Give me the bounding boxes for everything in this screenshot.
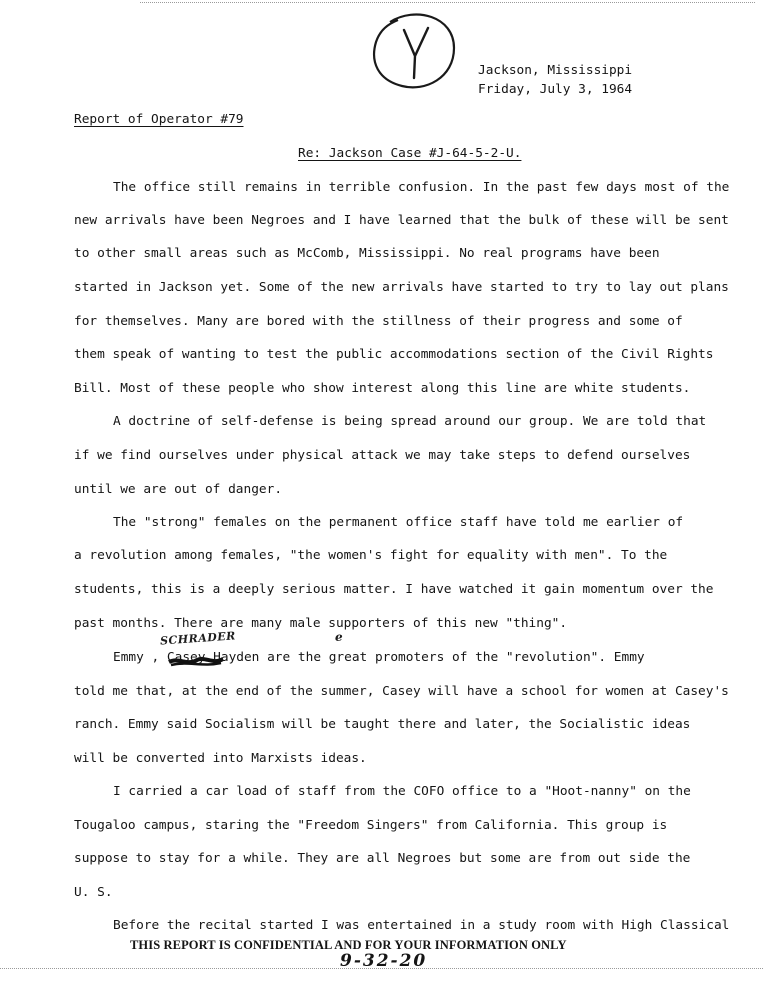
header-location: Jackson, Mississippi (478, 63, 633, 78)
case-reference: Re: Jackson Case #J-64-5-2-U. (298, 146, 522, 161)
body-line: The "strong" females on the permanent office staff have told me earlier of (113, 515, 684, 530)
body-line: The office still remains in terrible confusion. In the past few days most of the (113, 180, 730, 195)
body-line: started in Jackson yet. Some of the new arrivals have started to try to lay out plans (74, 280, 729, 295)
body-line: past months. There are many male supporters of this new "thing". (74, 616, 568, 631)
circled-letter-stamp (370, 12, 458, 90)
body-line: to other small areas such as McComb, Mississippi. No real programs have been (74, 246, 660, 261)
body-line: will be converted into Marxists ideas. (74, 751, 367, 766)
body-line: for themselves. Many are bored with the stillness of their progress and some of (74, 314, 683, 329)
body-line: I carried a car load of staff from the COFO office to a "Hoot-nanny" on the (113, 784, 691, 799)
body-line: new arrivals have been Negroes and I have learned that the bulk of these will be sent (74, 213, 729, 228)
body-line: Bill. Most of these people who show interest along this line are white students. (74, 381, 691, 396)
body-line: A doctrine of self-defense is being spread around our group. We are told that (113, 414, 707, 429)
body-line: Emmy , Casey Hayden are the great promoters of the "revolution". Emmy (113, 650, 645, 665)
body-line: U. S. (74, 885, 113, 900)
bottom-dotted-rule (0, 968, 763, 969)
top-dotted-rule (140, 2, 755, 3)
report-title: Report of Operator #79 (74, 112, 244, 127)
body-line: ranch. Emmy said Socialism will be taught there and later, the Socialistic ideas (74, 717, 691, 732)
body-line: Before the recital started I was entertained in a study room with High Classical (113, 918, 730, 933)
body-line: Tougaloo campus, staring the "Freedom Singers" from California. This group is (74, 818, 668, 833)
body-line: them speak of wanting to test the public accommodations section of the Civil Rights (74, 347, 714, 362)
confidential-notice: THIS REPORT IS CONFIDENTIAL AND FOR YOUR INFORMATION ONLY (130, 938, 567, 952)
body-line: a revolution among females, "the women's fight for equality with men". To the (74, 548, 668, 563)
header-date: Friday, July 3, 1964 (478, 82, 633, 97)
body-line: until we are out of danger. (74, 482, 283, 497)
report-header (478, 61, 632, 99)
handwritten-mark: e (335, 630, 343, 644)
body-line: suppose to stay for a while. They are all Negroes but some are from out side the (74, 851, 691, 866)
handwritten-file-number: 9-32-20 (340, 951, 428, 971)
handwritten-name-correction: SCHRADER (159, 629, 237, 648)
body-line: students, this is a deeply serious matter. I have watched it gain momentum over the (74, 582, 714, 597)
body-line: if we find ourselves under physical attack we may take steps to defend ourselves (74, 448, 691, 463)
body-line: told me that, at the end of the summer, Casey will have a school for women at Casey's (74, 684, 729, 699)
